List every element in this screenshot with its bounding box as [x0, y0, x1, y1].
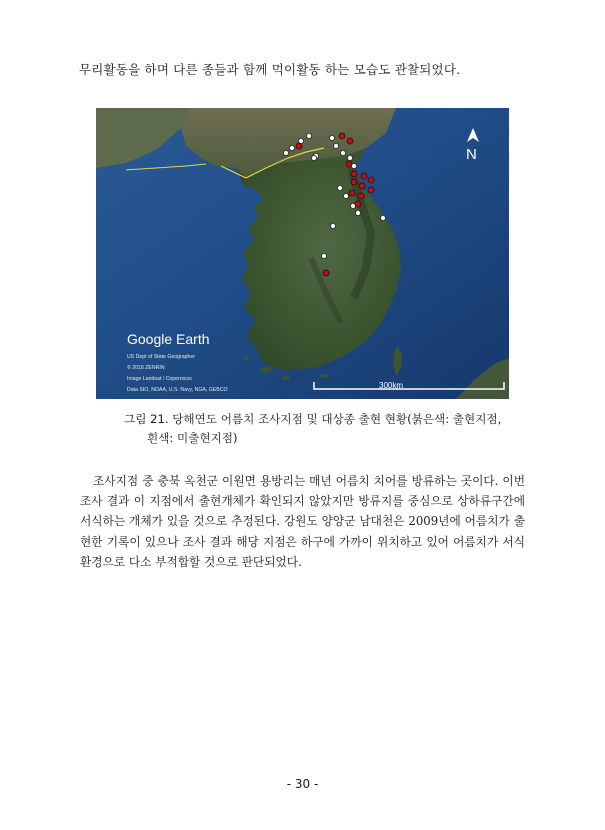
island [243, 356, 249, 360]
present-site-marker[interactable] [323, 270, 329, 276]
island [320, 374, 328, 378]
present-site-marker[interactable] [347, 138, 353, 144]
absent-site-marker[interactable] [330, 223, 335, 228]
absent-site-marker[interactable] [333, 143, 338, 148]
absent-site-marker[interactable] [343, 193, 348, 198]
absent-site-marker[interactable] [329, 135, 334, 140]
absent-site-marker[interactable] [380, 215, 385, 220]
present-site-marker[interactable] [349, 190, 355, 196]
absent-site-marker[interactable] [283, 150, 288, 155]
credit-line-2: © 2018 ZENRIN [127, 365, 165, 371]
present-site-marker[interactable] [361, 173, 367, 179]
present-site-marker[interactable] [296, 143, 302, 149]
body-paragraph-block [80, 471, 525, 572]
credit-line-4: Data SIO, NOAA, U.S. Navy, NGA, GEBCO [127, 387, 228, 393]
korea-satellite-map [96, 108, 509, 399]
figure-caption [124, 410, 504, 448]
scale-label: 300km [379, 381, 404, 390]
present-site-marker[interactable] [355, 201, 361, 207]
body-paragraph: 조사지점 중 충북 옥천군 이원면 용방리는 매년 어름치 치어를 방류하는 곳이다. 이번 조사 결과 이 지점에서 출현개체가 확인되지 않았지만 방류지를 중심으로 상하류구간에 서식하는 개체가 있을 것으로 추정된다. 강원도 양양군 남대천은 2009년에 어름치가 출현한 기록이 있으나 조사 결과 해당 지점은 하구에 가까이 위치하고 있어 어름치가 서식환경으로 다소 부적합할 것으로 판단되었다. [80, 474, 525, 569]
present-site-marker[interactable] [339, 133, 345, 139]
present-site-marker[interactable] [346, 161, 352, 167]
present-site-marker[interactable] [368, 177, 374, 183]
island [282, 376, 290, 380]
satellite-map-figure [96, 108, 509, 399]
google-earth-logo: Google Earth [127, 331, 210, 347]
credit-line-3: Image Landsat / Copernicus [127, 376, 192, 382]
present-site-marker[interactable] [368, 187, 374, 193]
absent-site-marker[interactable] [347, 155, 352, 160]
absent-site-marker[interactable] [337, 185, 342, 190]
absent-site-marker[interactable] [289, 145, 294, 150]
absent-site-marker[interactable] [306, 133, 311, 138]
caption-line-1: 그림 21. 당해연도 어름치 조사지점 및 대상종 출현 현황(붉은색: 출현지점, [124, 412, 502, 426]
credit-line-1: US Dept of State Geographer [127, 354, 196, 360]
present-site-marker[interactable] [351, 179, 357, 185]
present-site-marker[interactable] [359, 183, 365, 189]
page-number: - 30 - [286, 777, 319, 791]
caption-line-2: 흰색: 미출현지점) [147, 431, 238, 445]
absent-site-marker[interactable] [321, 253, 326, 258]
absent-site-marker[interactable] [355, 210, 360, 215]
north-label: N [466, 146, 477, 163]
present-site-marker[interactable] [358, 193, 364, 199]
present-site-marker[interactable] [351, 171, 357, 177]
intro-text: 무리활동을 하며 다른 종들과 함께 먹이활동 하는 모습도 관찰되었다. [79, 62, 461, 77]
absent-site-marker[interactable] [340, 150, 345, 155]
island [260, 367, 272, 373]
absent-site-marker[interactable] [311, 155, 316, 160]
